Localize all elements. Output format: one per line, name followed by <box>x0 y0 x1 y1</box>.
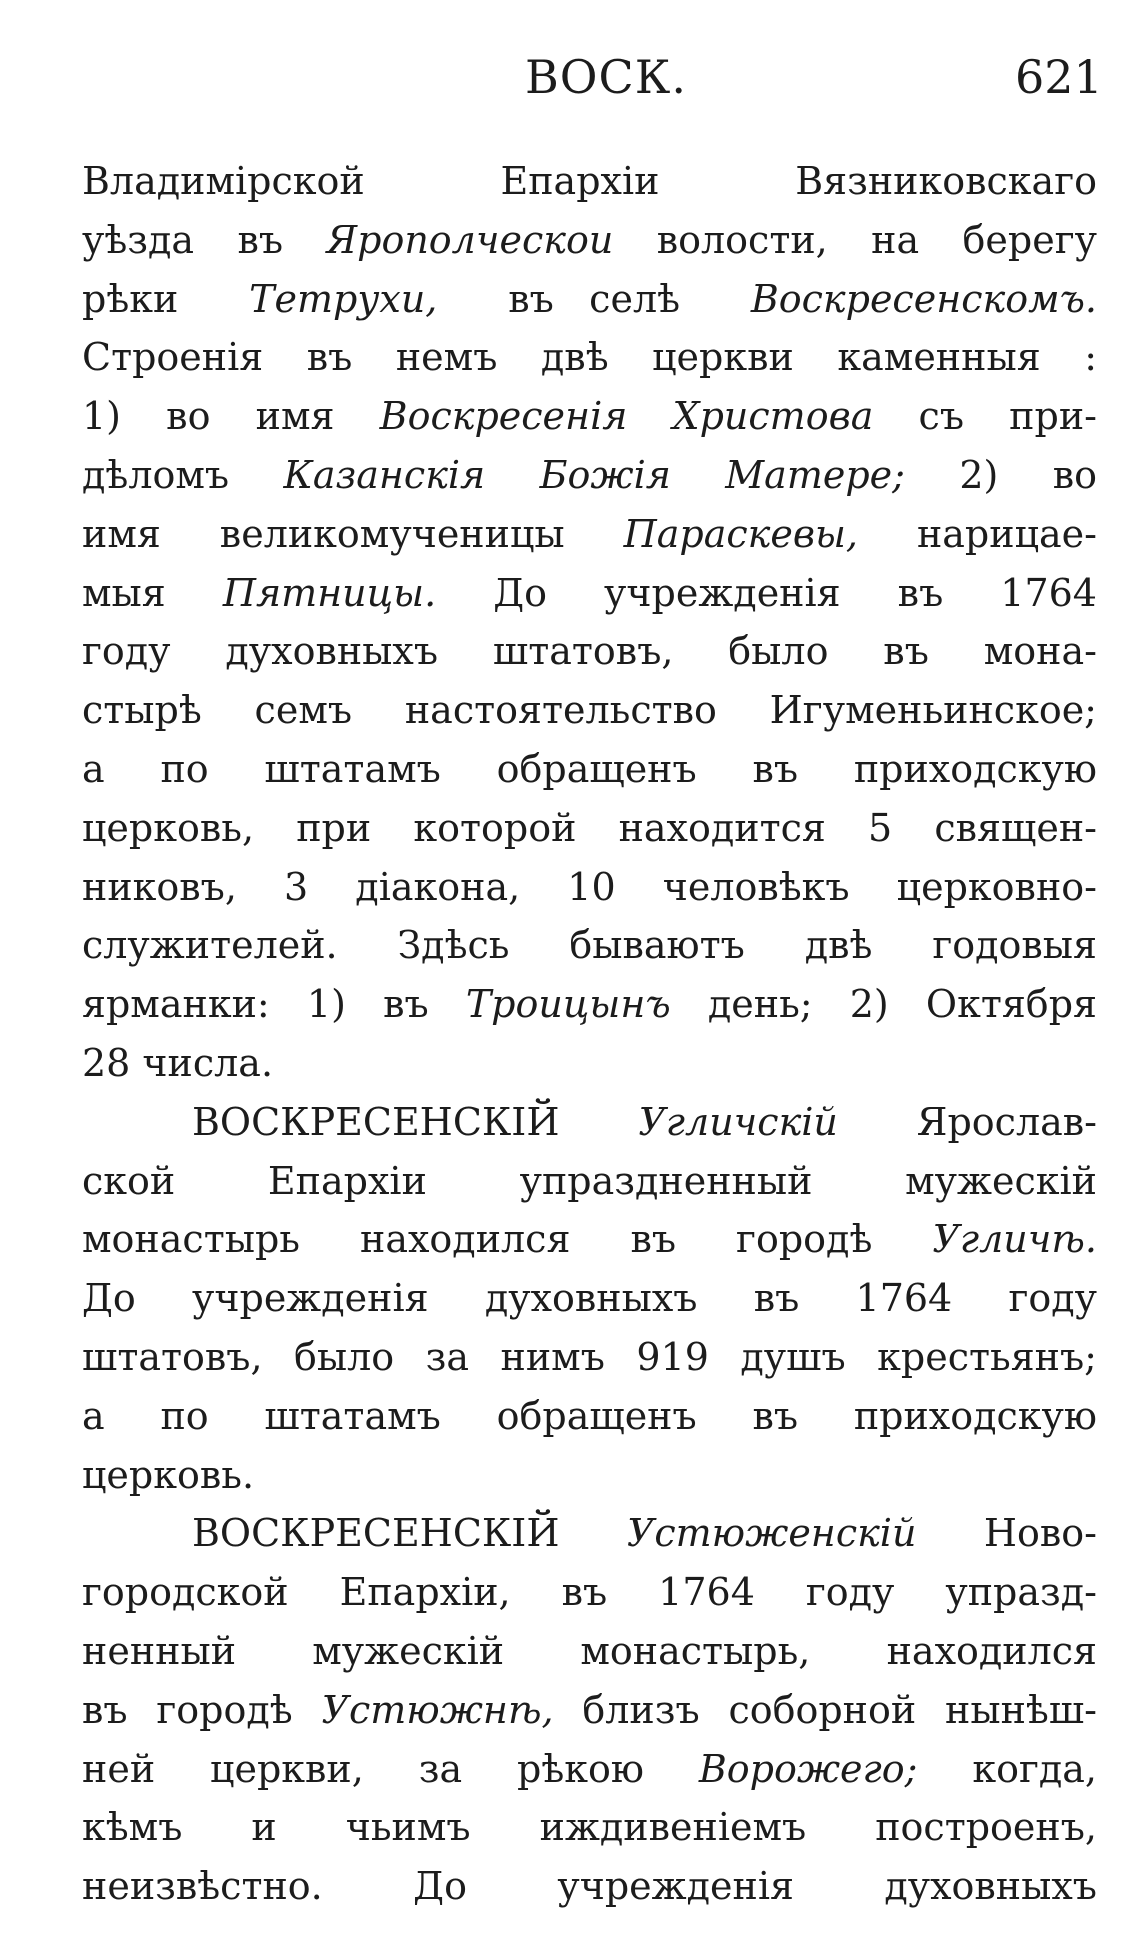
italic-text-segment: Пятницы. <box>222 570 437 615</box>
text-line <box>82 1152 1097 1211</box>
text-line <box>82 564 1097 623</box>
text-line <box>82 916 1097 975</box>
text-line <box>82 387 1097 446</box>
text-segment: Строенія въ немъ двѣ церкви каменныя : <box>82 335 1097 380</box>
text-line <box>82 152 1097 211</box>
italic-text-segment: Ворожего; <box>698 1746 918 1791</box>
text-line <box>82 328 1097 387</box>
italic-text-segment: Угличѣ. <box>932 1217 1097 1262</box>
text-segment: а по штатамъ обращенъ въ приходскую <box>82 746 1097 791</box>
text-line <box>82 1269 1097 1328</box>
text-line <box>82 1034 1097 1093</box>
text-segment: церковь. <box>82 1452 255 1497</box>
text-line <box>82 270 1097 329</box>
text-line <box>82 1740 1097 1799</box>
text-line <box>82 681 1097 740</box>
text-line <box>82 1798 1097 1857</box>
text-line <box>82 622 1097 681</box>
text-segment: монастырь находился въ городѣ <box>82 1217 933 1262</box>
italic-text-segment: Троицынъ <box>465 982 671 1027</box>
text-segment: Владимірской Епархіи Вязниковскаго <box>82 159 1097 203</box>
text-segment: ярманки: 1) въ <box>82 982 466 1027</box>
text-segment: ней церкви, за рѣкою <box>82 1746 699 1791</box>
text-segment: 2) во <box>904 452 1097 497</box>
running-head-title: ВОСК. <box>525 50 687 104</box>
text-line <box>82 1681 1097 1740</box>
text-line <box>82 740 1097 799</box>
text-segment: когда, <box>917 1746 1097 1791</box>
text-line <box>82 799 1097 858</box>
text-segment: кѣмъ и чьимъ иждивеніемъ построенъ, <box>82 1805 1097 1850</box>
running-head <box>0 42 1140 112</box>
text-segment: Ярослав- <box>837 1099 1097 1144</box>
text-segment: До учрежденія духовныхъ въ 1764 году <box>82 1276 1097 1321</box>
text-line <box>82 1857 1097 1916</box>
italic-text-segment: Устюженскій <box>626 1511 917 1556</box>
text-segment: нарицае- <box>858 511 1097 556</box>
text-line <box>82 1328 1097 1387</box>
text-segment: уѣзда въ <box>82 217 327 262</box>
text-segment: служителей. Здѣсь бываютъ двѣ годовыя <box>82 923 1097 968</box>
text-segment: 1) во имя <box>82 394 380 439</box>
text-line <box>82 1387 1097 1446</box>
italic-text-segment: Тетрухи, <box>249 276 438 321</box>
text-segment: въ селѣ <box>437 276 751 321</box>
text-segment: въ городѣ <box>82 1687 322 1732</box>
text-segment: Ново- <box>916 1511 1097 1556</box>
text-segment: а по штатамъ обращенъ въ приходскую <box>82 1393 1097 1438</box>
italic-text-segment: Параскевы, <box>623 511 858 556</box>
text-segment: день; 2) Октября <box>670 982 1097 1027</box>
text-segment: волости, на берегу <box>613 217 1097 262</box>
text-line <box>82 858 1097 917</box>
text-segment: штатовъ, было за нимъ 919 душъ крестьянъ; <box>82 1334 1097 1379</box>
text-segment: неизвѣстно. До учрежденія духовныхъ <box>82 1864 1097 1909</box>
italic-text-segment: Ярополческои <box>326 217 614 262</box>
text-segment: рѣки <box>82 276 250 321</box>
text-line <box>82 1563 1097 1622</box>
page-number: 621 <box>1015 50 1103 104</box>
entry-text <box>82 152 1097 1916</box>
text-segment: 28 числа. <box>82 1040 274 1085</box>
text-segment: имя великомученицы <box>82 511 624 556</box>
text-line <box>82 1446 1097 1505</box>
text-line <box>82 446 1097 505</box>
text-segment: году духовныхъ штатовъ, было въ мона- <box>82 629 1097 674</box>
text-segment: дѣломъ <box>82 452 284 497</box>
text-segment: церковь, при которой находится 5 священ- <box>82 805 1097 850</box>
italic-text-segment: Угличскій <box>638 1099 838 1144</box>
text-line <box>82 505 1097 564</box>
text-line <box>82 211 1097 270</box>
text-segment: ненный мужескій монастырь, находился <box>82 1628 1097 1673</box>
italic-text-segment: Казанскія Божія Матере; <box>283 452 905 497</box>
text-segment: съ при- <box>873 394 1097 439</box>
italic-text-segment: Воскресенскомъ. <box>750 276 1097 321</box>
text-segment: мыя <box>82 570 223 615</box>
text-line <box>82 1093 1097 1152</box>
text-segment: ской Епархіи упраздненный мужескій <box>82 1158 1097 1203</box>
text-line <box>82 1622 1097 1681</box>
text-segment: До учрежденія въ 1764 <box>436 570 1097 615</box>
text-segment: близъ соборной нынѣш- <box>553 1687 1097 1732</box>
text-line <box>82 1504 1097 1563</box>
text-segment: городской Епархіи, въ 1764 году упразд- <box>82 1570 1097 1615</box>
text-segment: ВОСКРЕСЕНСКІЙ <box>192 1099 639 1144</box>
italic-text-segment: Устюжнѣ, <box>321 1687 554 1732</box>
text-segment: ВОСКРЕСЕНСКІЙ <box>192 1511 627 1556</box>
text-line <box>82 975 1097 1034</box>
text-segment: стырѣ семъ настоятельство Игуменьинское; <box>82 688 1097 733</box>
italic-text-segment: Воскресенія Христова <box>379 394 874 439</box>
text-segment: никовъ, 3 діакона, 10 человѣкъ церковно- <box>82 864 1097 909</box>
text-line <box>82 1210 1097 1269</box>
